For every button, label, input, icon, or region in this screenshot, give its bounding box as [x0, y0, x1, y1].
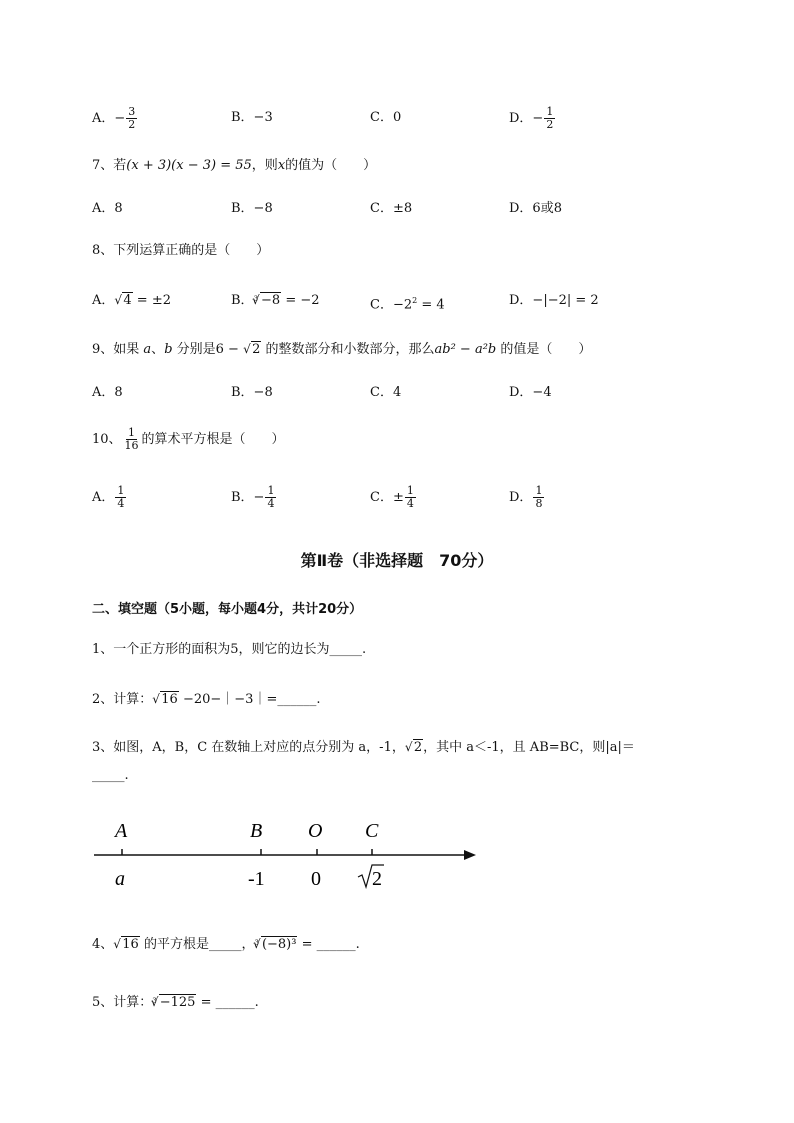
fraction: $\frac{3}{2}$: [128, 105, 136, 131]
fill-q4: 4、√ 16 的平方根是_____，$^3$√ (−8)³ = ______.: [92, 937, 360, 953]
fraction: $\frac{1}{2}$: [546, 105, 554, 131]
fraction: $\frac{1}{4}$: [117, 484, 125, 510]
label-O: O: [308, 820, 323, 842]
q7-stem: 7、若(x + 3)(x − 3) = 55，则x的值为（ ）: [92, 158, 377, 173]
q10-option-a: A． $\frac{1}{4}$: [92, 484, 125, 510]
label-B: B: [250, 820, 263, 842]
fill-q1: 1、一个正方形的面积为5，则它的边长为_____.: [92, 642, 367, 657]
q6-option-a: A．− $\frac{3}{2}$: [92, 105, 136, 131]
sqrt: √ 2: [405, 740, 423, 756]
radicand: 2: [372, 868, 382, 890]
q10-stem: 10、 $\frac{1}{16}$ 的算术平方根是（ ）: [92, 426, 285, 452]
q6-option-d: D．− $\frac{1}{2}$: [509, 105, 554, 131]
q8-stem: 8、下列运算正确的是（ ）: [92, 243, 270, 258]
number-line: [90, 815, 480, 895]
section-heading: 二、填空题（5小题，每小题4分，共计20分）: [92, 602, 363, 617]
part2-title: 第Ⅱ卷（非选择题 70分）: [300, 551, 494, 570]
label-C: C: [365, 820, 379, 842]
q9-option-a: A．8: [92, 385, 123, 400]
label-A: A: [115, 820, 128, 842]
q10-option-c: C．± $\frac{1}{4}$: [370, 484, 414, 510]
q6-option-c: C．0: [370, 110, 402, 125]
value-neg1: -1: [248, 868, 265, 890]
fraction: $\frac{1}{4}$: [267, 484, 275, 510]
fill-q2: 2、计算：√ 16 −20−｜−3｜=______.: [92, 692, 320, 708]
sqrt: √ 2: [243, 342, 261, 358]
q7-option-c: C．±8: [370, 201, 413, 216]
fill-q3-line1: 3、如图，A，B，C 在数轴上对应的点分别为 a，‑1，√ 2，其中 a＜‑1，且 AB=BC，则|a|＝: [92, 740, 635, 756]
q9-option-b: B．−8: [231, 385, 273, 400]
cube-root: √ −8: [252, 293, 281, 309]
q8-option-d: D．−|−2| = 2: [509, 293, 599, 308]
q9-stem: 9、如果 a、b 分别是6 − √ 2 的整数部分和小数部分，那么ab² − a²b 的值是（ ）: [92, 342, 591, 358]
q9-option-d: D．−4: [509, 385, 552, 400]
q8-option-a: A．√ 4 = ±2: [92, 293, 171, 309]
sqrt: √ 16: [113, 937, 140, 953]
cube-root: √ (−8)³: [253, 937, 298, 953]
arrow-head: [464, 850, 476, 860]
q7-option-a: A．8: [92, 201, 123, 216]
q8-option-b: B．$^3$√ −8 = −2: [231, 293, 320, 309]
value-0: 0: [311, 868, 321, 890]
q10-option-d: D． $\frac{1}{8}$: [509, 484, 543, 510]
fraction: $\frac{1}{16}$: [124, 426, 139, 452]
q7-option-d: D．6或8: [509, 201, 562, 216]
q6-option-b: B．−3: [231, 110, 273, 125]
sqrt: √ 16: [152, 692, 179, 708]
fraction: $\frac{1}{8}$: [535, 484, 543, 510]
fill-q5: 5、计算：$^3$√ −125 = ______.: [92, 995, 259, 1011]
value-a: a: [115, 868, 125, 890]
cube-root: √ −125: [151, 995, 197, 1011]
fraction: $\frac{1}{4}$: [406, 484, 414, 510]
sqrt: √ 4: [114, 293, 132, 309]
q7-option-b: B．−8: [231, 201, 273, 216]
fill-q3-line2: _____.: [92, 768, 129, 783]
value-sqrt2: [358, 865, 384, 890]
q9-option-c: C．4: [370, 385, 402, 400]
q8-option-c: C．$-2^2 = 4$: [370, 296, 445, 313]
q10-option-b: B．− $\frac{1}{4}$: [231, 484, 275, 510]
